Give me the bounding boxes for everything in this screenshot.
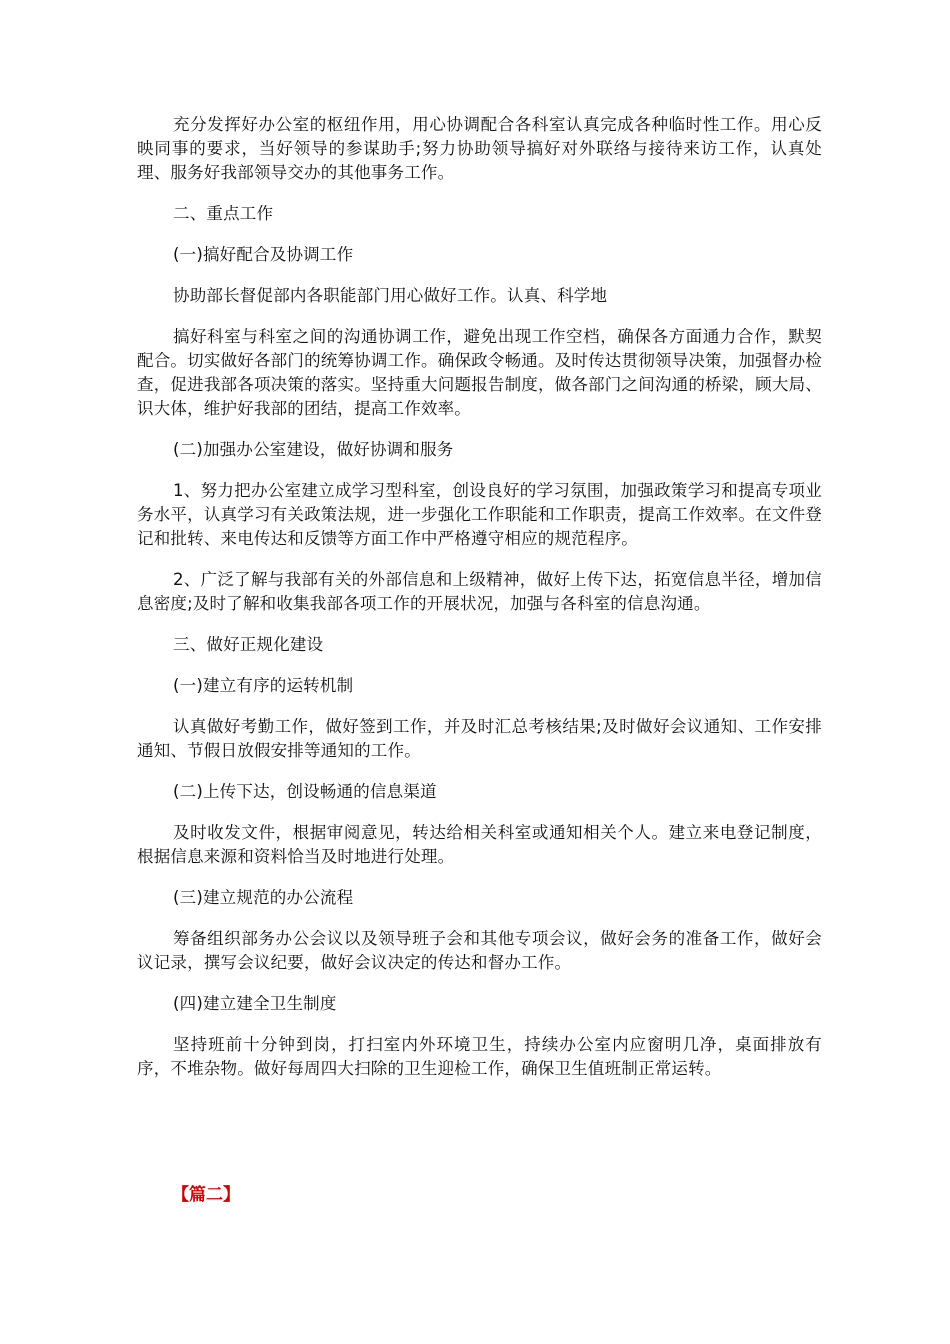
- subsection-heading: (一)搞好配合及协调工作: [173, 245, 354, 264]
- subsection-heading: (三)建立规范的办公流程: [173, 888, 354, 907]
- paragraph: 搞好科室与科室之间的沟通协调工作，避免出现工作空档，确保各方面通力合作，默契配合。切实做好各部门的统筹协调工作。确保政令畅通。及时传达贯彻领导决策，加强督办检查，促进我部各项决策的落实。坚持重大问题报告制度，做各部门之间沟通的桥梁，顾大局、识大体，维护好我部的团结，提高工作效率。: [137, 327, 822, 418]
- paragraph: 1、努力把办公室建立成学习型科室，创设良好的学习氛围，加强政策学习和提高专项业务水平，认真学习有关政策法规，进一步强化工作职能和工作职责，提高工作效率。在文件登记和批转、来电传达和反馈等方面工作中严格遵守相应的规范程序。: [137, 481, 822, 548]
- paragraph: 充分发挥好办公室的枢纽作用，用心协调配合各科室认真完成各种临时性工作。用心反映同事的要求，当好领导的参谋助手;努力协助领导搞好对外联络与接待来访工作，认真处理、服务好我部领导交办的其他事务工作。: [137, 115, 822, 182]
- subsection-heading: (四)建立建全卫生制度: [173, 994, 337, 1013]
- subsection-heading: (二)加强办公室建设，做好协调和服务: [173, 440, 454, 459]
- paragraph: 坚持班前十分钟到岗，打扫室内外环境卫生，持续办公室内应窗明几净，桌面排放有序，不堆杂物。做好每周四大扫除的卫生迎检工作，确保卫生值班制正常运转。: [137, 1035, 822, 1078]
- subsection-heading: (二)上传下达，创设畅通的信息渠道: [173, 782, 437, 801]
- section-heading: 二、重点工作: [173, 204, 274, 223]
- paragraph: 筹备组织部务办公会议以及领导班子会和其他专项会议，做好会务的准备工作，做好会议记录，撰写会议纪要，做好会议决定的传达和督办工作。: [137, 929, 822, 972]
- paragraph: 及时收发文件，根据审阅意见，转达给相关科室或通知相关个人。建立来电登记制度，根据信息来源和资料恰当及时地进行处理。: [137, 823, 822, 866]
- document-body: [137, 113, 822, 1081]
- paragraph: 2、广泛了解与我部有关的外部信息和上级精神，做好上传下达，拓宽信息半径，增加信息密度;及时了解和收集我部各项工作的开展状况，加强与各科室的信息沟通。: [137, 570, 822, 613]
- part-two-heading: 【篇二】: [172, 1185, 240, 1205]
- paragraph: 协助部长督促部内各职能部门用心做好工作。认真、科学地: [173, 286, 608, 305]
- subsection-heading: (一)建立有序的运转机制: [173, 676, 354, 695]
- paragraph: 认真做好考勤工作，做好签到工作，并及时汇总考核结果;及时做好会议通知、工作安排通知、节假日放假安排等通知的工作。: [137, 717, 822, 760]
- section-heading: 三、做好正规化建设: [173, 635, 324, 654]
